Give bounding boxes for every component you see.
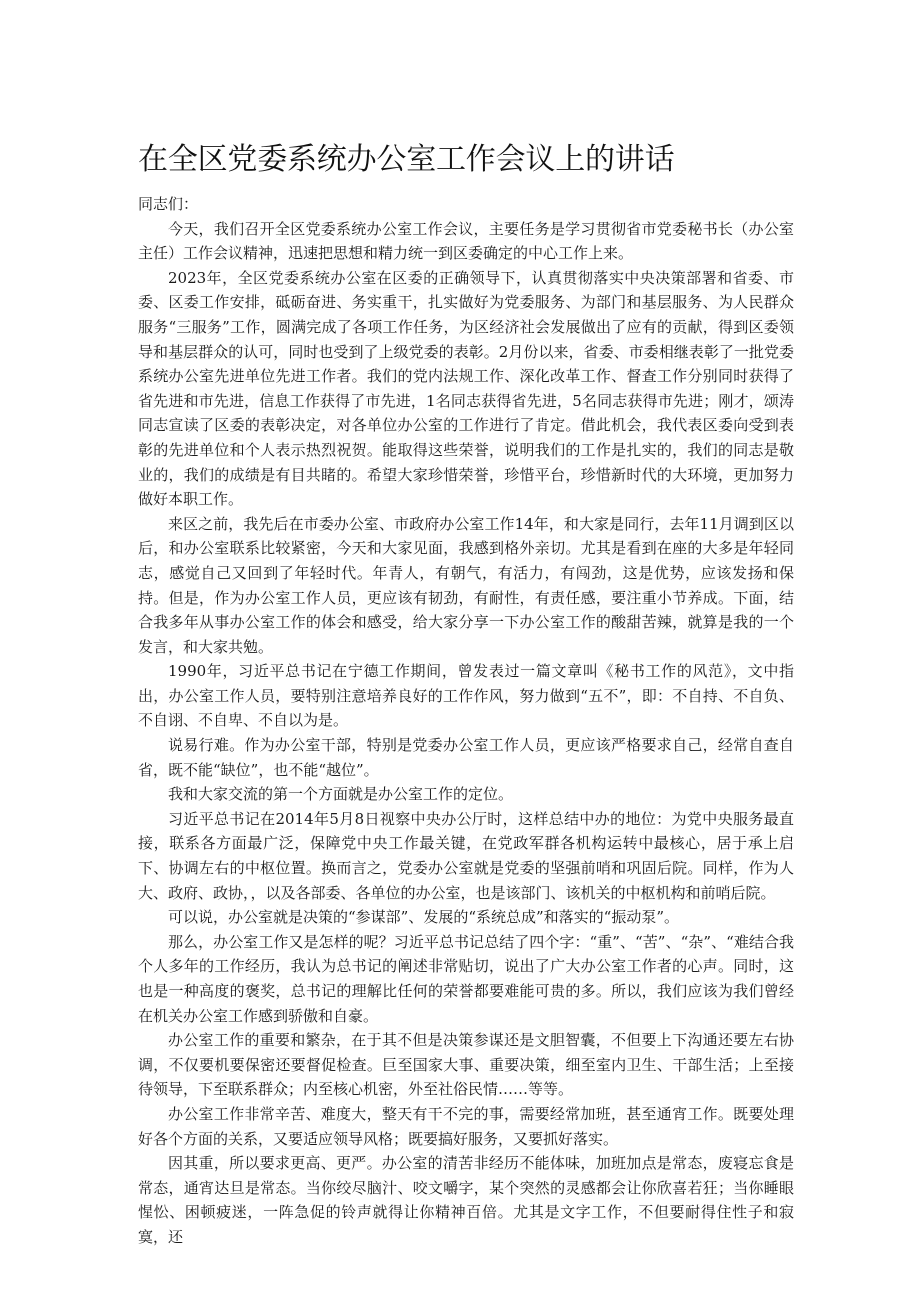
paragraph: 办公室工作的重要和繁杂，在于其不但是决策参谋还是文胆智囊，不但要上下沟通还要左右协调，不仅要机要保密还要督促检查。巨至国家大事、重要决策，细至室内卫生、干部生活；上至接待领导，下至联系群众；内至核心机密，外至社俗民情……等等。 — [138, 1031, 794, 1099]
paragraph: 说易行难。作为办公室干部，特别是党委办公室工作人员，更应该严格要求自己，经常自查自省，既不能“缺位”，也不能“越位”。 — [138, 736, 794, 779]
paragraph: 办公室工作非常辛苦、难度大，整天有干不完的事，需要经常加班，甚至通宵工作。既要处理好各个方面的关系，又要适应领导风格；既要搞好服务，又要抓好落实。 — [138, 1104, 794, 1148]
paragraph: 习近平总书记在2014年5月8日视察中央办公厅时，这样总结中办的地位：为党中央服务最直接，联系各方面最广泛，保障党中央工作最关键，在党政军群各机构运转中最核心，居于承上启下、协调左右的中枢位置。换而言之，党委办公室就是党委的坚强前哨和巩固后院。同样，作为人大、政府、政协，，以及各部委、各单位的办公室，也是该部门、该机关的中枢机构和前哨后院。 — [138, 809, 794, 902]
paragraph: 2023年，全区党委系统办公室在区委的正确领导下，认真贯彻落实中央决策部署和省委、市委、区委工作安排，砥砺奋进、务实重干，扎实做好为党委服务、为部门和基层服务、为人民群众服务“三服务”工作，圆满完成了各项工作任务，为区经济社会发展做出了应有的贡献，得到区委领导和基层群众的认可，同时也受到了上级党委的表彰。2月份以来，省委、市委相继表彰了一批党委系统办公室先进单位先进工作者。我们的党内法规工作、深化改革工作、督查工作分别同时获得了省先进和市先进，信息工作获得了市先进，1名同志获得省先进，5名同志获得市先进；刚才，颂涛同志宣读了区委的表彰决定，对各单位办公室的工作进行了肯定。借此机会，我代表区委向受到表彰的先进单位和个人表示热烈祝贺。能取得这些荣誉，说明我们的工作是扎实的，我们的同志是敬业的，我们的成绩是有目共睹的。希望大家珍惜荣誉，珍惜平台，珍惜新时代的大环境，更加努力做好本职工作。 — [138, 268, 794, 509]
paragraph: 可以说，办公室就是决策的“参谋部”、发展的“系统总成”和落实的“振动泵”。 — [168, 908, 680, 927]
paragraph: 今天，我们召开全区党委系统办公室工作会议，主要任务是学习贯彻省市党委秘书长（办公室主任）工作会议精神，迅速把思想和精力统一到区委确定的中心工作上来。 — [138, 219, 794, 263]
paragraph: 那么，办公室工作又是怎样的呢？习近平总书记总结了四个字：“重”、“苦”、“杂”、“难结合我个人多年的工作经历，我认为总书记的阐述非常贴切，说出了广大办公室工作者的心声。同时，这也是一种高度的褒奖，总书记的理解比任何的荣誉都要难能可贵的多。所以，我们应该为我们曾经在机关办公室工作感到骄傲和自豪。 — [138, 932, 794, 1025]
paragraph: 我和大家交流的第一个方面就是办公室工作的定位。 — [168, 785, 514, 804]
salutation: 同志们： — [138, 195, 199, 213]
paragraph: 来区之前，我先后在市委办公室、市政府办公室工作14年，和大家是同行，去年11月调到区以后，和办公室联系比较紧密，今天和大家见面，我感到格外亲切。尤其是看到在座的大多是年轻同志，感觉自己又回到了年轻时代。年青人，有朝气，有活力，有闯劲，这是优势，应该发扬和保持。但是，作为办公室工作人员，更应该有韧劲，有耐性，有责任感，要注重小节养成。下面，结合我多年从事办公室工作的体会和感受，给大家分享一下办公室工作的酸甜苦辣，就算是我的一个发言，和大家共勉。 — [138, 514, 794, 656]
paragraph: 1990年，习近平总书记在宁德工作期间，曾发表过一篇文章叫《秘书工作的风范》，文中指出，办公室工作人员，要特别注意培养良好的工作作风，努力做到“五不”，即：不自持、不自负、不自诩、不自卑、不自以为是。 — [138, 662, 794, 730]
document-body — [138, 192, 794, 1250]
paragraph: 因其重，所以要求更高、更严。办公室的清苦非经历不能体味，加班加点是常态，废寝忘食是常态，通宵达旦是常态。当你绞尽脑汁、咬文嚼字，某个突然的灵感都会让你欣喜若狂；当你睡眼惺忪、困顿疲迷，一阵急促的铃声就得让你精神百倍。尤其是文字工作，不但要耐得住性子和寂寞，还 — [138, 1154, 794, 1246]
document-title: 在全区党委系统办公室工作会议上的讲话 — [138, 142, 675, 177]
